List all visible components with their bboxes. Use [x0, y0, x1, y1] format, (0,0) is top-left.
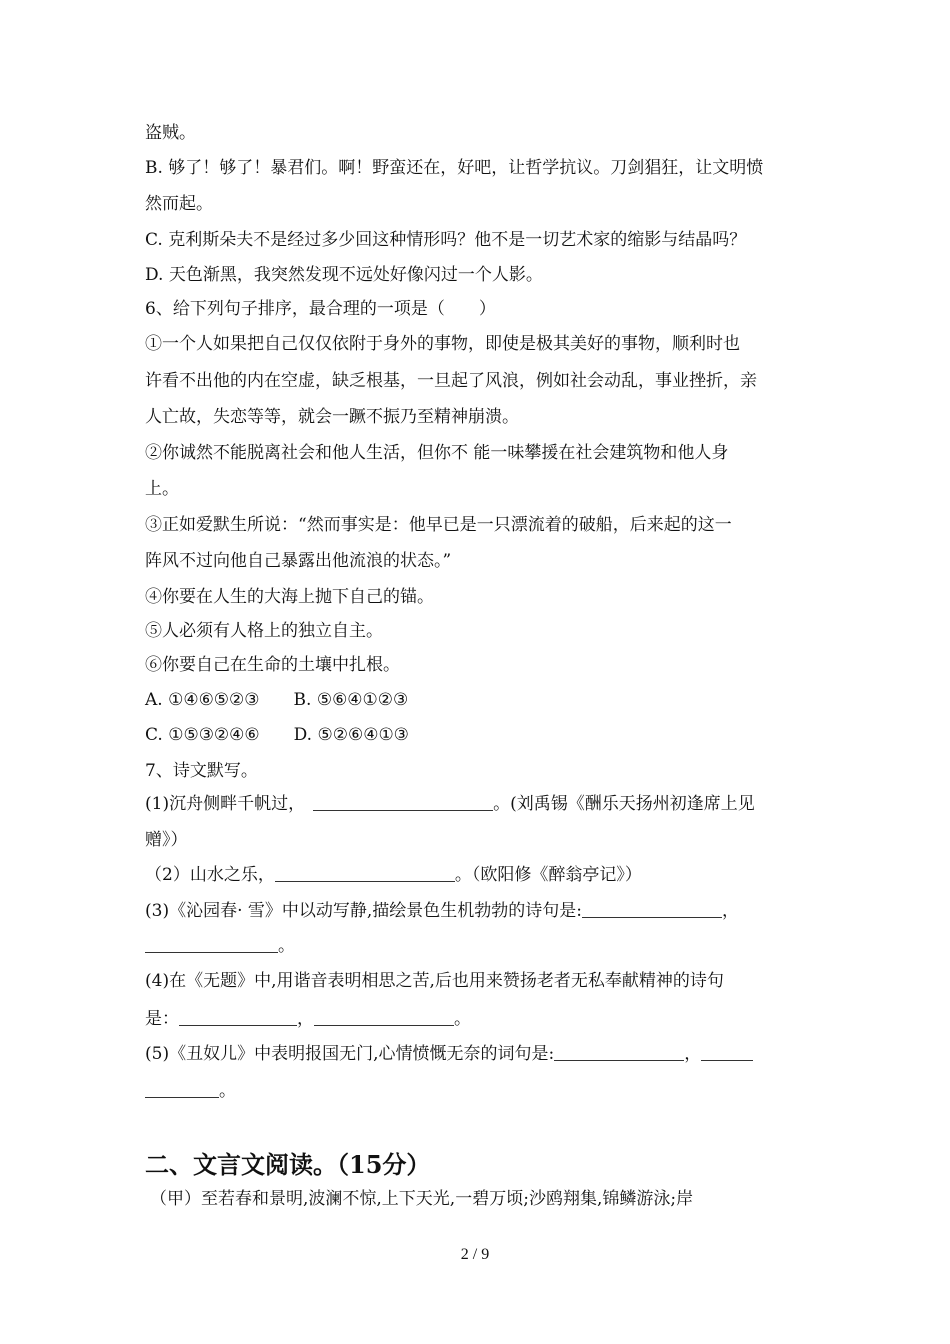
text-line: 许看不出他的内在空虚，缺乏根基，一旦起了风浪，例如社会动乱，事业挫折，亲 — [145, 371, 757, 391]
poem-item-2 — [145, 864, 815, 886]
answer-blank[interactable] — [145, 936, 278, 953]
text-line: 人亡故，失恋等等，就会一蹶不振乃至精神崩溃。 — [145, 407, 519, 427]
options-ab: A. ①④⑥⑤②③ B. ⑤⑥④①②③ — [145, 690, 409, 710]
text-span: （2）山水之乐， — [145, 865, 275, 885]
answer-blank[interactable] — [554, 1044, 684, 1061]
text-span: 。 — [219, 1081, 236, 1101]
sentence-2: ②你诚然不能脱离社会和他人生活，但你不 能一味攀援在社会建筑物和他人身 — [145, 443, 729, 463]
text-line — [145, 935, 815, 957]
sentence-4: ④你要在人生的大海上抛下自己的锚。 — [145, 587, 434, 607]
poem-item-3 — [145, 900, 815, 922]
answer-blank[interactable] — [314, 1009, 454, 1026]
text-span: ， — [684, 1044, 702, 1064]
sentence-6: ⑥你要自己在生命的土壤中扎根。 — [145, 655, 400, 675]
sentence-3: ③正如爱默生所说：“然而事实是：他早已是一只漂流着的破船，后来起的这一 — [145, 515, 732, 535]
passage-line: （甲）至若春和景明,波澜不惊,上下天光,一碧万顷;沙鸥翔集,锦鳞游泳;岸 — [150, 1189, 694, 1209]
text-span: (1)沉舟侧畔千帆过， — [145, 794, 306, 814]
answer-blank[interactable] — [313, 794, 493, 811]
poem-item-4: (4)在《无题》中,用谐音表明相思之苦,后也用来赞扬老者无私奉献精神的诗句 — [145, 971, 724, 991]
text-line: C. 克利斯朵夫不是经过多少回这种情形吗？他不是一切艺术家的缩影与结晶吗？ — [145, 230, 747, 250]
text-line: B. 够了！够了！暴君们。啊！野蛮还在，好吧，让哲学抗议。刀剑猖狂，让文明愤 — [145, 158, 764, 178]
answer-blank[interactable] — [145, 1081, 219, 1098]
answer-blank[interactable] — [275, 865, 455, 882]
text-line: 赠》） — [145, 830, 188, 850]
text-line: D. 天色渐黑，我突然发现不远处好像闪过一个人影。 — [145, 265, 543, 285]
text-span: ， — [297, 1009, 314, 1029]
text-span: (3)《沁园春· 雪》中以动写静,描绘景色生机勃勃的诗句是: — [145, 901, 583, 921]
text-line: 上。 — [145, 479, 179, 499]
page-number: 2 / 9 — [460, 1246, 490, 1263]
text-span: (5)《丑奴儿》中表明报国无门,心情愤慨无奈的词句是: — [145, 1044, 555, 1064]
text-line — [145, 1008, 815, 1030]
poem-item-5 — [145, 1043, 815, 1065]
answer-blank[interactable] — [582, 901, 722, 918]
text-span: 。 — [454, 1009, 471, 1029]
text-line — [145, 1080, 815, 1102]
question-7: 7、诗文默写。 — [145, 761, 258, 781]
text-span: ， — [722, 901, 740, 921]
answer-blank[interactable] — [701, 1044, 753, 1061]
answer-blank[interactable] — [179, 1009, 297, 1026]
text-line: 然而起。 — [145, 194, 213, 214]
question-6: 6、给下列句子排序，最合理的一项是（ ） — [145, 299, 496, 319]
section-heading: 二、文言文阅读。（15分） — [145, 1150, 431, 1179]
text-span: 。 — [278, 936, 295, 956]
text-span: 。(刘禹锡《酬乐天扬州初逢席上见 — [493, 794, 755, 814]
text-line: 阵风不过向他自己暴露出他流浪的状态。” — [145, 551, 452, 571]
options-cd: C. ①⑤③②④⑥ D. ⑤②⑥④①③ — [145, 725, 409, 745]
text-line: 盗贼。 — [145, 123, 196, 143]
text-span: 。（欧阳修《醉翁亭记》） — [454, 865, 642, 885]
sentence-1: ①一个人如果把自己仅仅依附于身外的事物，即使是极其美好的事物，顺利时也 — [145, 334, 740, 354]
text-span: 是： — [145, 1009, 179, 1029]
poem-item-1 — [145, 793, 815, 815]
sentence-5: ⑤人必须有人格上的独立自主。 — [145, 621, 383, 641]
